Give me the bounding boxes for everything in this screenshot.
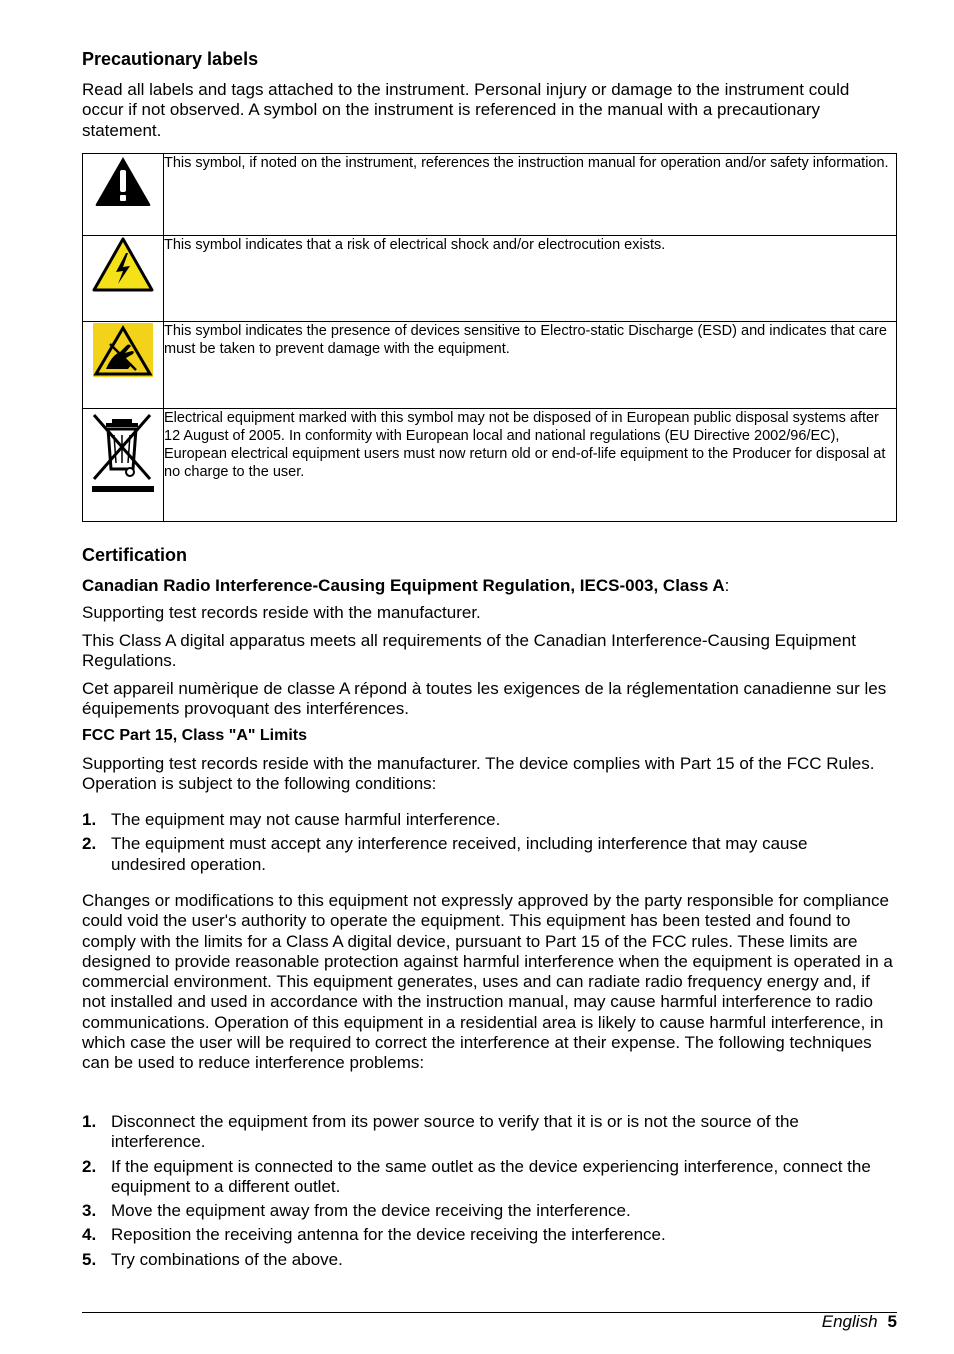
table-row	[83, 154, 897, 236]
warning-triangle-icon	[83, 154, 164, 236]
table-row	[83, 322, 897, 409]
esd-icon	[83, 322, 164, 409]
footer-language: English	[821, 1312, 878, 1331]
list-item: 5. Try combinations of the above.	[82, 1249, 343, 1269]
fcc-title: FCC Part 15, Class "A" Limits	[82, 727, 308, 744]
weee-crossed-bin-icon	[83, 409, 164, 522]
symbols-table	[82, 153, 897, 522]
table-row	[83, 236, 897, 322]
canada-paragraph-3: Cet appareil numèrique de classe A répond à toutes les exigences de la réglementation canadienne sur les équipements provoquant des interférences.	[82, 679, 887, 719]
list-item: 3. Move the equipment away from the device receiving the interference.	[82, 1201, 631, 1221]
symbol-description: This symbol indicates the presence of devices sensitive to Electro-static Discharge (ESD) and indicates that care must be taken to prevent damage with the equipment.	[164, 322, 897, 409]
canada-paragraph-1: Supporting test records reside with the manufacturer.	[82, 603, 481, 622]
canada-paragraph-2: This Class A digital apparatus meets all requirements of the Canadian Interference-Causing Equipment Regulations.	[82, 631, 856, 671]
fcc-techniques-list	[82, 1112, 897, 1270]
page-number: 5	[887, 1312, 897, 1331]
precautionary-intro: Read all labels and tags attached to the instrument. Personal injury or damage to the instrument could occur if not observed. A symbol on the instrument is referenced in the manual with a precautionary statement.	[82, 80, 850, 140]
certification-heading: Certification	[82, 545, 188, 565]
canada-regulation-title: Canadian Radio Interference-Causing Equipment Regulation, IECS-003, Class A:	[82, 576, 730, 595]
fcc-paragraph-1: Supporting test records reside with the manufacturer. The device complies with Part 15 of the FCC Rules. Operation is subject to the following conditions:	[82, 754, 875, 794]
fcc-conditions-list	[82, 810, 882, 875]
electrical-shock-icon	[83, 236, 164, 322]
list-item: 1. Disconnect the equipment from its power source to verify that it is or is not the source of the interference.	[82, 1112, 799, 1152]
list-item: 4. Reposition the receiving antenna for the device receiving the interference.	[82, 1225, 666, 1245]
page-footer	[822, 1312, 897, 1332]
precautionary-labels-heading: Precautionary labels	[82, 49, 259, 69]
symbol-description: Electrical equipment marked with this symbol may not be disposed of in European public disposal systems after 12 August of 2005. In conformity with European local and national regulations (EU Directive 2002/96/EC), European electrical equipment users must now return old or end-of-life equipment to the Producer for disposal at no charge to the user.	[164, 409, 897, 522]
list-item: 1. The equipment may not cause harmful interference.	[82, 810, 501, 829]
list-item: 2. If the equipment is connected to the same outlet as the device experiencing interference, connect the equipment to a different outlet.	[82, 1156, 871, 1196]
symbol-description: This symbol, if noted on the instrument, references the instruction manual for operation and/or safety information.	[164, 154, 897, 236]
table-row	[83, 409, 897, 522]
footer-divider	[82, 1312, 897, 1313]
list-item: 2. The equipment must accept any interference received, including interference that may cause undesired operation.	[82, 834, 808, 874]
symbol-description: This symbol indicates that a risk of electrical shock and/or electrocution exists.	[164, 236, 897, 322]
fcc-paragraph-2: Changes or modifications to this equipment not expressly approved by the party responsible for compliance could void the user's authority to operate the equipment. This equipment has been tested and found to comply with the limits for a Class A digital device, pursuant to Part 15 of the FCC rules. These limits are designed to provide reasonable protection against harmful interference when the equipment is operated in a commercial environment. This equipment generates, uses and can radiate radio frequency energy and, if not installed and used in accordance with the instruction manual, may cause harmful interference to radio communications. Operation of this equipment in a residential area is likely to cause harmful interference, in which case the user will be required to correct the interference at their expense. The following techniques can be used to reduce interference problems:	[82, 891, 893, 1073]
